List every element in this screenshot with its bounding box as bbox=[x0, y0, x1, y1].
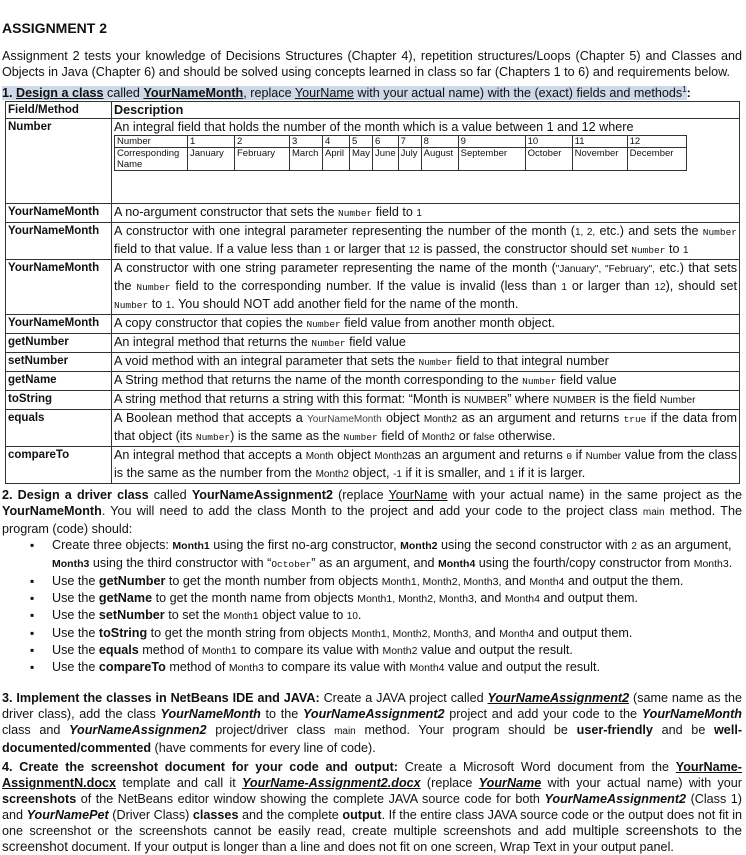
section-2-paragraph: 2. Design a driver class called YourNameAssignment2 (replace YourName with your actual name) in the same project as the YourNameMonth. You will need to add the class Month to the project and add your code to the project class main method. The program (code) should: bbox=[2, 488, 742, 537]
section-2-bullet-list bbox=[2, 537, 742, 676]
table-row: getName A String method that returns the name of the month corresponding to the Number field value bbox=[6, 372, 740, 391]
intro-paragraph: Assignment 2 tests your knowledge of Decisions Structures (Chapter 4), repetition structures/Loops (Chapter 5) and Classes and Objects in Java (Chapter 6) and should be solved using concepts learned in class so far (Chapters 1 to 6) and requirements below. bbox=[2, 49, 742, 79]
table-row: setNumber A void method with an integral parameter that sets the Number field to that integral number bbox=[6, 353, 740, 372]
table-row bbox=[6, 119, 740, 204]
list-item: ▪ Use the getNumber to get the month number from objects Month1, Month2, Month3, and Month4 and output the them. bbox=[52, 573, 742, 590]
table-row: YourNameMonth A constructor with one integral parameter representing the number of the month (1, 2, etc.) and sets the Number field to that value. If a value less than 1 or larger that 12 is passed, the constructor should set Number to 1 bbox=[6, 223, 740, 260]
section-4-paragraph: 4. Create the screenshot document for your code and output: Create a Microsoft Word document from the YourName-AssignmentN.docx template and call it YourName-Assignment2.docx (replace YourName with your actual name) with your screenshots of the NetBeans editor window showing the complete JAVA source code for both YourNameAssignment2 (Class 1) and YourNamePet (Driver Class) classes and the complete output. If the entire class JAVA source code or the output does not fit in one screenshot or the screenshots cannot be easily read, create multiple screenshots and add multiple screenshots to the screenshot document. If your output is longer than a line and does not fit on one screen, Wrap Text in your output panel. bbox=[2, 760, 743, 855]
header-field-method: Field/Method bbox=[6, 102, 112, 119]
header-description: Description bbox=[112, 102, 740, 119]
section-3-paragraph: 3. Implement the classes in NetBeans IDE and JAVA: Create a JAVA project called YourNameAssignment2 (same name as the driver class), add the class YourNameMonth to the YourNameAssignment2 project and add your code to the YourNameMonth class and YourNameAssignmen2 project/driver class main method. Your program should be user-friendly and be well-documented/commented (have comments for every line of code). bbox=[2, 691, 743, 756]
table-row: YourNameMonth A no-argument constructor that sets the Number field to 1 bbox=[6, 204, 740, 223]
months-table bbox=[114, 135, 687, 171]
months-name-row: Corresponding Name January February March April May June July August September October November December bbox=[115, 148, 687, 171]
table-row: YourNameMonth A constructor with one string parameter representing the name of the month ("January", "February", etc.) that sets the Number field to the corresponding number. If the value is invalid (less than 1 or larger than 12), should set Number to 1. You should NOT add another field for the name of the month. bbox=[6, 260, 740, 315]
table-row: YourNameMonth A copy constructor that copies the Number field value from another month object. bbox=[6, 315, 740, 334]
table-row: toString A string method that returns a string with this format: “Month is NUMBER” where NUMBER is the field Number bbox=[6, 391, 740, 410]
months-number-row: Number 1 2 3 4 5 6 7 8 9 10 11 12 bbox=[115, 136, 687, 148]
table-row: compareTo An integral method that accepts a Month object Month2as an argument and returns 0 if Number value from the class is the same as the number from the Month2 object, -1 if it is smaller, and 1 if it is larger. bbox=[6, 447, 740, 484]
table-header-row bbox=[6, 102, 740, 119]
list-item: ▪ Create three objects: Month1 using the first no-arg constructor, Month2 using the second constructor with 2 as an argument, Month3 using the third constructor with “October” as an argument, and Month4 using the fourth/copy constructor from Month3. bbox=[52, 537, 742, 573]
list-item: ▪ Use the compareTo method of Month3 to compare its value with Month4 value and output the result. bbox=[52, 659, 742, 676]
field-description: An integral field that holds the number of the month which is a value between 1 and 12 where Number 1 2 3 4 5 6 7 8 9 10 11 12 Corresponding Name January February March April May June July August September October November December bbox=[112, 119, 740, 204]
table-row: equals A Boolean method that accepts a YourNameMonth object Month2 as an argument and returns true if the data from that object (its Number) is the same as the Number field of Month2 or false otherwise. bbox=[6, 410, 740, 447]
list-item: ▪ Use the getName to get the month name from objects Month1, Month2, Month3, and Month4 and output them. bbox=[52, 590, 742, 607]
list-item: ▪ Use the equals method of Month1 to compare its value with Month2 value and output the result. bbox=[52, 642, 742, 659]
class-spec-table bbox=[5, 101, 740, 484]
page-title: ASSIGNMENT 2 bbox=[2, 20, 108, 36]
section-1-heading: 1. Design a class called YourNameMonth, replace YourName with your actual name) with the (exact) fields and methods$^1$: bbox=[2, 85, 691, 101]
field-name: Number bbox=[6, 119, 112, 204]
list-item: ▪ Use the setNumber to set the Month1 object value to 10. bbox=[52, 607, 742, 625]
document-page bbox=[2, 0, 742, 855]
list-item: ▪ Use the toString to get the month string from objects Month1, Month2, Month3, and Month4 and output them. bbox=[52, 625, 742, 642]
table-row: getNumber An integral method that returns the Number field value bbox=[6, 334, 740, 353]
